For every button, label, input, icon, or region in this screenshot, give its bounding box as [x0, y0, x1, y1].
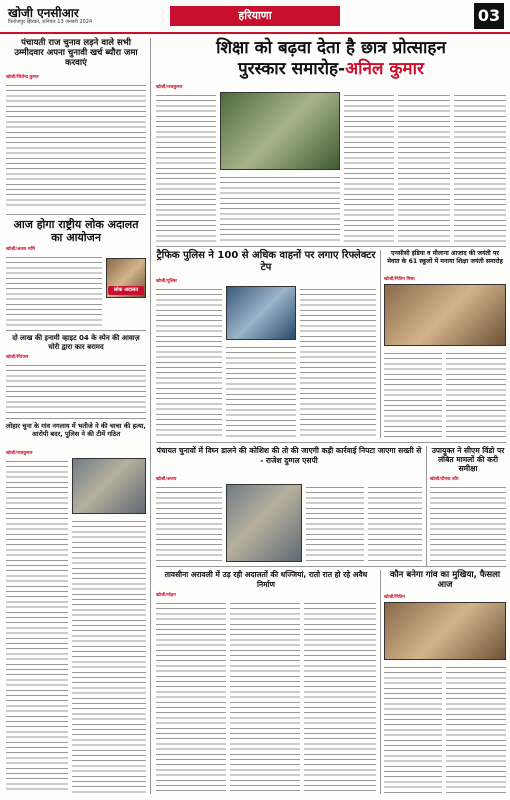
column-rule: [380, 250, 381, 438]
shiksha-body-col1: [156, 92, 216, 242]
sp-photo: [226, 484, 302, 562]
traffic-byline: खोजी/पुलिस: [156, 279, 177, 284]
lok-adalat-byline: खोजी/अजय मणि: [6, 247, 36, 252]
aravali-headline: तावसीना अरावली में उड़ रही अदालतों की धज्जियां, रातो रात हो रहे अवैध निर्माण: [164, 570, 368, 589]
shiksha-body-col4: [398, 92, 450, 242]
reward-headline: दो लाख की इनामी व्हाइट 04 के स्पेन की आवाज़ चोरी द्वारा कार बरामद: [12, 334, 140, 351]
divider: [6, 330, 146, 331]
ncc-headline: एनसीसी इंडिया व मौलाना आजाद की जयंती पर मेवात के 61 स्कूलों में मनाया शिक्षा जयंती समारोह: [387, 250, 503, 265]
shiksha-body-col3: [344, 92, 394, 242]
divider: [156, 566, 506, 567]
sp-body-col1: [156, 484, 222, 562]
shiksha-headline-part-b: अनिल कुमार: [345, 59, 424, 79]
panchayat-body: [6, 82, 146, 210]
aravali-body-col1: [156, 600, 226, 794]
mukhiya-body-col2: [446, 664, 506, 794]
divider: [156, 442, 506, 443]
column-rule: [426, 446, 427, 566]
page-number: 03: [474, 3, 504, 29]
mukhiya-headline: कौन बनेगा गांव का मुखिया, फैसला आज: [389, 570, 501, 590]
ncc-body-col2: [446, 350, 506, 438]
column-rule: [150, 38, 151, 794]
divider: [6, 418, 146, 419]
sp-body-col3: [368, 484, 422, 562]
aravali-body-col2: [230, 600, 300, 794]
shiksha-byline: खोजी/राजकुमार: [156, 85, 183, 90]
shiksha-body-col2: [220, 174, 340, 242]
dc-body: [430, 484, 506, 562]
reward-body: [6, 362, 146, 414]
traffic-photo: [226, 286, 296, 340]
panchayat-headline: पंचायती राज चुनाव लड़ने वाले सभी उम्मीदवार अपना चुनावी खर्च ब्यौरा जमा करवाएं: [14, 38, 138, 68]
ncc-byline: खोजी/नितिन मिश्रा: [384, 277, 415, 282]
aravali-byline: खोजी/मोहन: [156, 593, 176, 598]
divider: [156, 246, 506, 247]
dc-headline: उपायुक्त ने सीएम विंडो पर लंबित मामलों की करी समीक्षा: [431, 446, 505, 473]
traffic-headline: ट्रैफिक पुलिस ने 100 से अधिक वाहनों पर लगाए रिफ्लेक्टर टेप: [156, 250, 376, 273]
sp-byline: खोजी/अजय: [156, 477, 177, 482]
shiksha-body-col5: [454, 92, 506, 242]
mukhiya-body-col1: [384, 664, 442, 794]
ncc-body-col1: [384, 350, 442, 438]
traffic-body-col3: [300, 286, 376, 438]
lok-adalat-body: [6, 254, 102, 326]
ncc-photo: [384, 284, 506, 346]
murder-byline: खोजी/राजकुमार: [6, 451, 33, 456]
section-title: हरियाणा: [170, 6, 340, 26]
traffic-body-col1: [156, 286, 222, 438]
murder-headline: लोहार चुना के गांव नगलाय में भतीजे ने की चाचा की हत्या, आरोपी बदर, पुलिस ने की टीमें गठित: [6, 422, 146, 438]
murder-photo: [72, 458, 146, 514]
dc-byline: खोजी/दीपक कौर: [430, 477, 459, 482]
murder-body-col1: [6, 458, 68, 794]
murder-body-col2: [72, 518, 146, 794]
masthead: [0, 0, 510, 34]
sp-body-col2: [306, 484, 364, 562]
mukhiya-byline: खोजी/नितिन: [384, 595, 405, 600]
aravali-body-col3: [304, 600, 376, 794]
panchayat-byline: खोजी/जितेन्द्र कुमार: [6, 75, 39, 80]
mukhiya-photo: [384, 602, 506, 660]
shiksha-headline-line2: [156, 59, 506, 79]
traffic-body-col2: [226, 344, 296, 438]
column-rule: [380, 570, 381, 794]
sp-headline: पंचायत चुनावों में विघ्न डालने की कोशिश की तो की जाएगी कड़ी कार्रवाई निपटा जाएगा सख्ती से - राजेश दुग्गल एसपी: [156, 446, 422, 465]
reward-byline: खोजी/निरंजन: [6, 355, 29, 360]
brand-name: खोजी एनसीआर: [8, 6, 79, 20]
lok-adalat-headline: आज होगा राष्ट्रीय लोक अदालत का आयोजन: [13, 218, 139, 244]
shiksha-photo-main: [220, 92, 340, 170]
dateline: फिरोजपुर झिरका, शनिवार 13 जनवरी 2024: [8, 19, 93, 25]
divider: [6, 214, 146, 215]
shiksha-headline-part-a: पुरस्कार समारोह-: [238, 59, 346, 79]
lok-adalat-badge: लोक अदालत: [108, 286, 144, 295]
shiksha-headline-line1: शिक्षा को बढ़वा देता है छात्र प्रोत्साहन: [216, 38, 446, 58]
